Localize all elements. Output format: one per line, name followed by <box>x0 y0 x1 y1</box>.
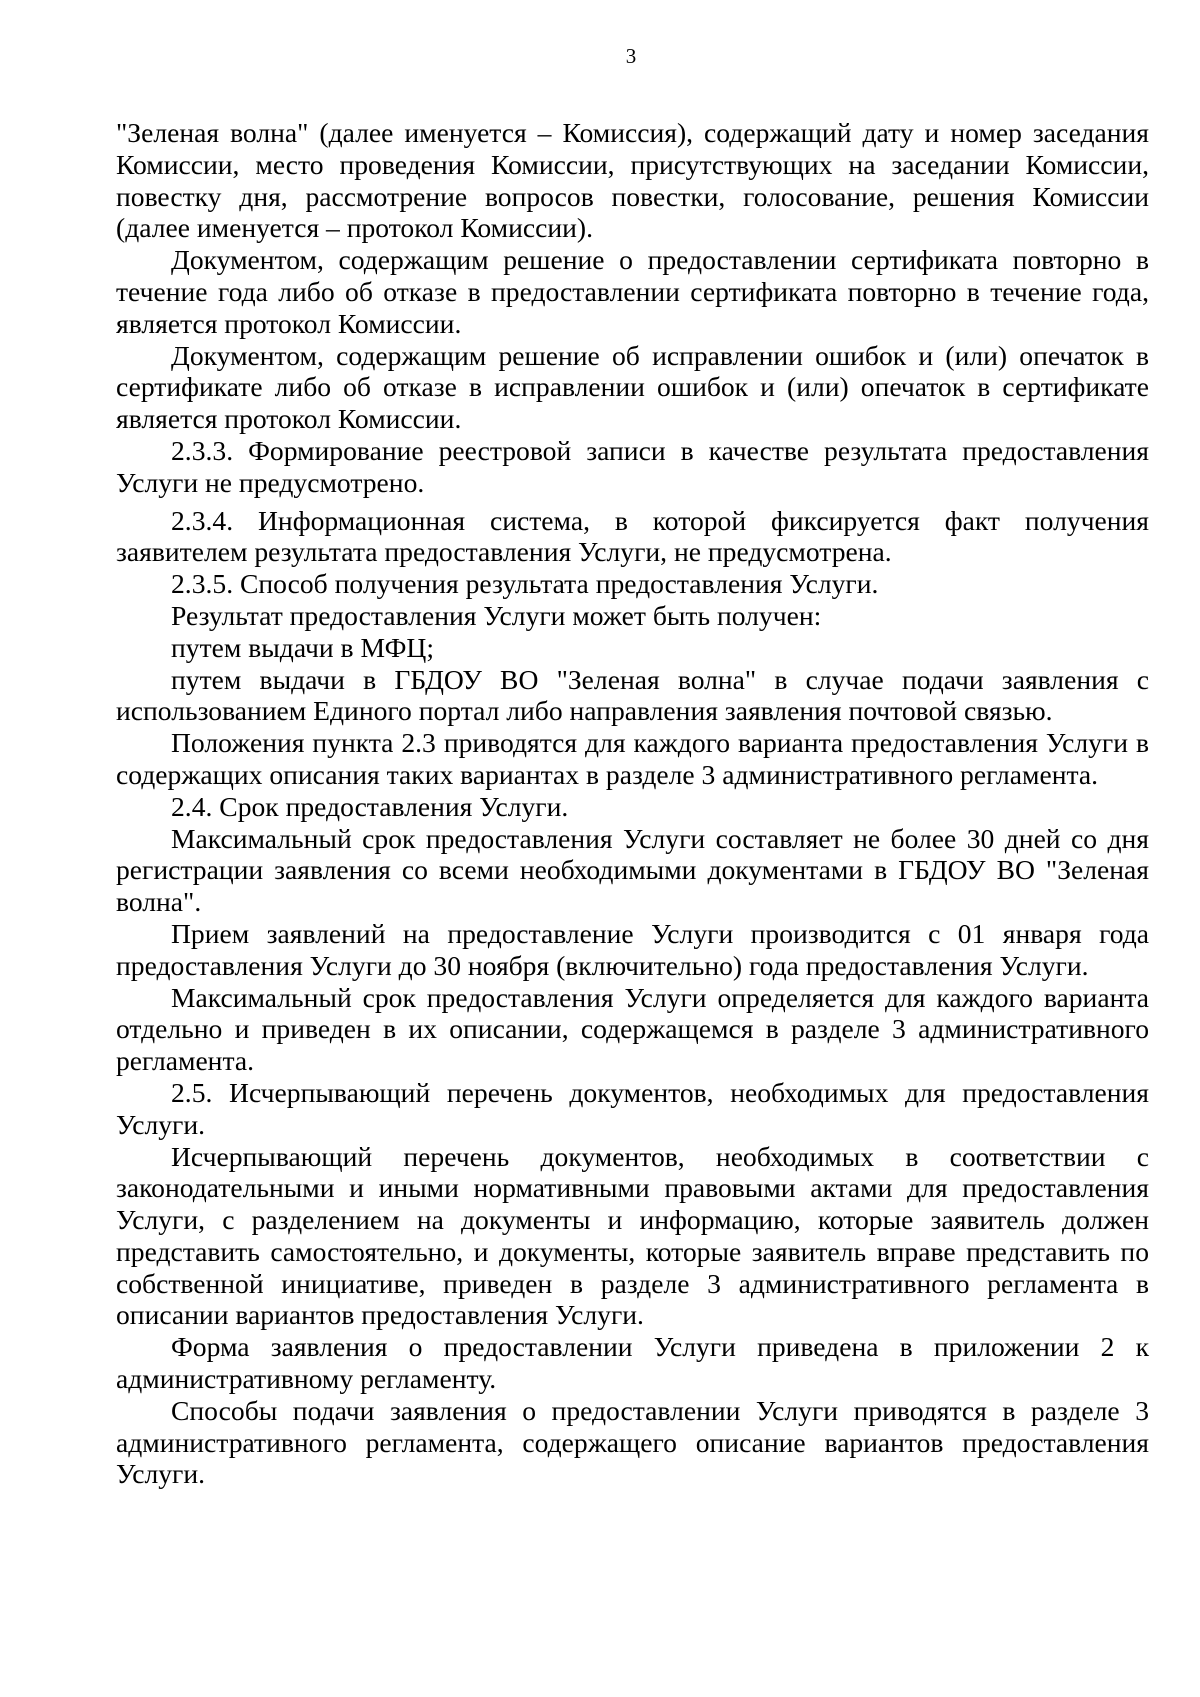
paragraph-12: Максимальный срок предоставления Услуги составляет не более 30 дней со дня регистрации заявления со всеми необходимыми документами в ГБДОУ ВО "Зеленая волна". <box>116 822 1149 918</box>
paragraph-3: Документом, содержащим решение об исправлении ошибок и (или) опечаток в сертификате либо об отказе в исправлении ошибок и (или) опечаток в сертификате является протокол Комиссии. <box>116 339 1149 435</box>
paragraph-6: 2.3.5. Способ получения результата предоставления Услуги. <box>171 568 879 600</box>
paragraph-1: "Зеленая волна" (далее именуется – Комиссия), содержащий дату и номер заседания Комиссии, место проведения Комиссии, присутствующих на заседании Комиссии, повестку дня, рассмотрение вопросов повестки, голосование, решения Комиссии (далее именуется – протокол Комиссии). <box>116 117 1149 244</box>
paragraph-15: 2.5. Исчерпывающий перечень документов, необходимых для предоставления Услуги. <box>116 1076 1149 1140</box>
page-number: 3 <box>625 44 637 68</box>
paragraph-18: Способы подачи заявления о предоставлении Услуги приводятся в разделе 3 административного регламента, содержащего описание вариантов предоставления Услуги. <box>116 1394 1149 1490</box>
paragraph-5: 2.3.4. Информационная система, в которой фиксируется факт получения заявителем результата предоставления Услуги, не предусмотрена. <box>116 504 1149 568</box>
paragraph-8: путем выдачи в МФЦ; <box>171 631 435 663</box>
paragraph-13: Прием заявлений на предоставление Услуги производится с 01 января года предоставления Услуги до 30 ноября (включительно) года предоставления Услуги. <box>116 917 1149 981</box>
paragraph-4: 2.3.3. Формирование реестровой записи в качестве результата предоставления Услуги не предусмотрено. <box>116 434 1149 498</box>
paragraph-10: Положения пункта 2.3 приводятся для каждого варианта предоставления Услуги в содержащих описания таких вариантах в разделе 3 административного регламента. <box>116 727 1149 790</box>
paragraph-7: Результат предоставления Услуги может быть получен: <box>171 599 822 631</box>
paragraph-14: Максимальный срок предоставления Услуги определяется для каждого варианта отдельно и приведен в их описании, содержащемся в разделе 3 административного регламента. <box>116 981 1149 1077</box>
paragraph-16: Исчерпывающий перечень документов, необходимых в соответствии с законодательными и иными нормативными правовыми актами для предоставления Услуги, с разделением на документы и информацию, которые заявитель должен представить самостоятельно, и документы, которые заявитель вправе представить по собственной инициативе, приведен в разделе 3 административного регламента в описании вариантов предоставления Услуги. <box>116 1140 1149 1331</box>
paragraph-9: путем выдачи в ГБДОУ ВО "Зеленая волна" в случае подачи заявления с использованием Единого портал либо направления заявления почтовой связью. <box>116 663 1149 727</box>
paragraph-11: 2.4. Срок предоставления Услуги. <box>171 790 569 822</box>
document-body <box>116 117 1149 1490</box>
paragraph-17: Форма заявления о предоставлении Услуги приведена в приложении 2 к административному регламенту. <box>116 1331 1149 1395</box>
paragraph-2: Документом, содержащим решение о предоставлении сертификата повторно в течение года либо об отказе в предоставлении сертификата повторно в течение года, является протокол Комиссии. <box>116 244 1149 339</box>
